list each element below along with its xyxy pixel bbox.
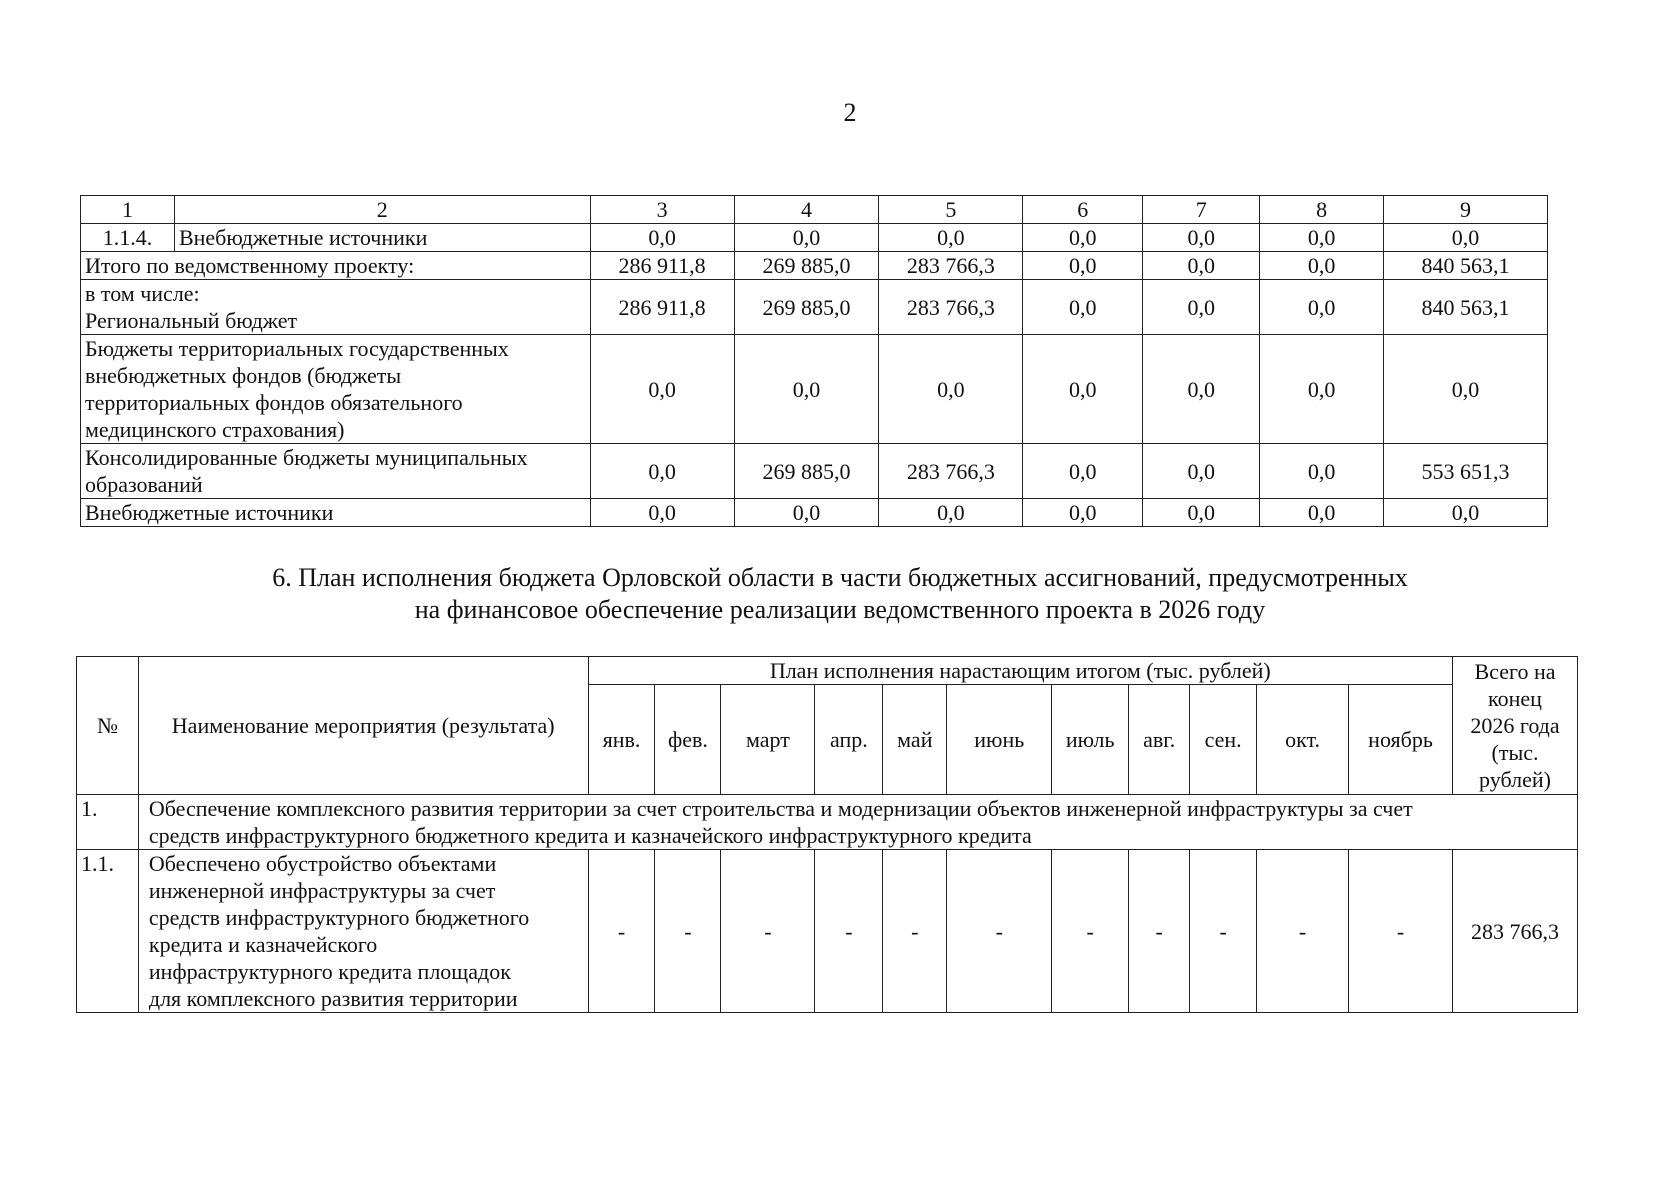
month-value: -: [721, 850, 815, 1013]
table-row: [77, 850, 1578, 1013]
value-cell: 0,0: [1143, 224, 1260, 252]
month-value: -: [883, 850, 947, 1013]
total-value: 283 766,3: [1453, 850, 1578, 1013]
value-cell: 840 563,1: [1384, 280, 1548, 335]
column-header-total-line: конец: [1488, 686, 1542, 711]
row-text: [138, 795, 1577, 850]
value-cell: 0,0: [1260, 499, 1384, 527]
value-cell: 269 885,0: [734, 252, 879, 280]
column-header-total: [1453, 657, 1578, 795]
value-cell: 0,0: [1384, 499, 1548, 527]
month-value: -: [1349, 850, 1453, 1013]
header-cell: 4: [734, 196, 879, 224]
row-label-line: Бюджеты территориальных государственных: [85, 336, 509, 361]
month-header: окт.: [1257, 685, 1349, 795]
value-cell: 0,0: [1143, 499, 1260, 527]
column-header-name: Наименование мероприятия (результата): [138, 657, 588, 795]
value-cell: 0,0: [1260, 335, 1384, 444]
value-cell: 0,0: [1260, 444, 1384, 499]
value-cell: 269 885,0: [734, 444, 879, 499]
value-cell: 0,0: [1260, 252, 1384, 280]
value-cell: 0,0: [1023, 335, 1143, 444]
month-value: -: [1190, 850, 1257, 1013]
row-label: Внебюджетные источники: [81, 499, 591, 527]
value-cell: 0,0: [879, 335, 1023, 444]
value-cell: 0,0: [734, 335, 879, 444]
value-cell: 283 766,3: [879, 280, 1023, 335]
value-cell: 283 766,3: [879, 444, 1023, 499]
table-row: [81, 252, 1548, 280]
value-cell: 553 651,3: [1384, 444, 1548, 499]
month-value: -: [947, 850, 1052, 1013]
value-cell: 286 911,8: [590, 280, 734, 335]
header-cell: 6: [1023, 196, 1143, 224]
header-cell: 9: [1384, 196, 1548, 224]
row-label-line: внебюджетных фондов (бюджеты: [85, 363, 402, 388]
value-cell: 269 885,0: [734, 280, 879, 335]
row-label: Внебюджетные источники: [174, 224, 590, 252]
plan-table-header-row: [77, 657, 1578, 685]
value-cell: 0,0: [1023, 252, 1143, 280]
value-cell: 0,0: [1384, 335, 1548, 444]
value-cell: 0,0: [590, 444, 734, 499]
value-cell: 840 563,1: [1384, 252, 1548, 280]
value-cell: 286 911,8: [590, 252, 734, 280]
value-cell: 0,0: [1143, 444, 1260, 499]
month-header: ноябрь: [1349, 685, 1453, 795]
value-cell: 0,0: [1143, 252, 1260, 280]
header-cell: 1: [81, 196, 175, 224]
table-row: [77, 795, 1578, 850]
row-label-line: медицинского страхования): [85, 417, 345, 442]
month-header: май: [883, 685, 947, 795]
value-cell: 0,0: [1023, 224, 1143, 252]
budget-plan-table: [76, 656, 1578, 1013]
row-label-line: территориальных фондов обязательного: [85, 390, 463, 415]
month-header: янв.: [588, 685, 655, 795]
row-code: 1.1.4.: [81, 224, 175, 252]
value-cell: 0,0: [734, 499, 879, 527]
month-value: -: [1257, 850, 1349, 1013]
value-cell: 0,0: [1260, 224, 1384, 252]
value-cell: 0,0: [1384, 224, 1548, 252]
month-value: -: [588, 850, 655, 1013]
column-header-total-line: 2026 года: [1470, 713, 1560, 738]
month-value: -: [1129, 850, 1190, 1013]
column-header-total-line: Всего на: [1474, 659, 1556, 684]
row-text-line: инженерной инфраструктуры за счет: [148, 878, 496, 903]
row-label: Итого по ведомственному проекту:: [81, 252, 591, 280]
header-cell: 8: [1260, 196, 1384, 224]
row-number: 1.1.: [77, 850, 139, 1013]
month-value: -: [1052, 850, 1129, 1013]
month-header: фев.: [655, 685, 721, 795]
month-value: -: [655, 850, 721, 1013]
row-text-line: Обеспечение комплексного развития территории за счет строительства и модернизации объектов инженерной инфраструктуры за счет: [148, 796, 1413, 821]
row-text-line: средств инфраструктурного бюджетного: [148, 905, 530, 930]
value-cell: 0,0: [1260, 280, 1384, 335]
funding-table-header-row: [81, 196, 1548, 224]
row-number: 1.: [77, 795, 139, 850]
value-cell: 0,0: [879, 224, 1023, 252]
value-cell: 0,0: [879, 499, 1023, 527]
value-cell: 283 766,3: [879, 252, 1023, 280]
value-cell: 0,0: [1023, 499, 1143, 527]
funding-table: [80, 195, 1548, 527]
row-text-line: для комплексного развития территории: [148, 986, 518, 1011]
month-header: март: [721, 685, 815, 795]
value-cell: 0,0: [590, 224, 734, 252]
value-cell: 0,0: [1023, 444, 1143, 499]
header-cell: 7: [1143, 196, 1260, 224]
row-label-line: в том числе:: [85, 281, 200, 306]
column-header-number: №: [77, 657, 139, 795]
table-row: [81, 335, 1548, 444]
table-row: [81, 444, 1548, 499]
row-label-line: Региональный бюджет: [85, 308, 298, 333]
month-header: июнь: [947, 685, 1052, 795]
value-cell: 0,0: [590, 499, 734, 527]
section-title-line: 6. План исполнения бюджета Орловской области в части бюджетных ассигнований, предусмотренных: [272, 563, 1408, 592]
column-header-total-line: рублей): [1479, 767, 1551, 792]
row-text-line: инфраструктурного кредита площадок: [148, 959, 511, 984]
value-cell: 0,0: [590, 335, 734, 444]
row-label-line: Консолидированные бюджеты муниципальных: [85, 445, 528, 470]
header-cell: 5: [879, 196, 1023, 224]
row-label: [81, 280, 591, 335]
month-header: сен.: [1190, 685, 1257, 795]
month-value: -: [815, 850, 883, 1013]
column-header-plan: План исполнения нарастающим итогом (тыс. рублей): [588, 657, 1453, 685]
header-cell: 2: [174, 196, 590, 224]
row-text-line: средств инфраструктурного бюджетного кредита и казначейского инфраструктурного кредита: [148, 823, 1032, 848]
table-row: [81, 280, 1548, 335]
month-header: апр.: [815, 685, 883, 795]
row-text-line: Обеспечено обустройство объектами: [148, 851, 497, 876]
value-cell: 0,0: [734, 224, 879, 252]
page-number: 2: [843, 98, 857, 127]
value-cell: 0,0: [1023, 280, 1143, 335]
row-label: [81, 335, 591, 444]
row-text: [138, 850, 588, 1013]
table-row: [81, 499, 1548, 527]
value-cell: 0,0: [1143, 335, 1260, 444]
month-header: авг.: [1129, 685, 1190, 795]
section-title: [0, 562, 1680, 626]
header-cell: 3: [590, 196, 734, 224]
value-cell: 0,0: [1143, 280, 1260, 335]
column-header-total-line: (тыс.: [1491, 740, 1539, 765]
month-header: июль: [1052, 685, 1129, 795]
row-label: [81, 444, 591, 499]
section-title-line: на финансовое обеспечение реализации ведомственного проекта в 2026 году: [414, 595, 1266, 624]
row-text-line: кредита и казначейского: [148, 932, 378, 957]
row-label-line: образований: [85, 472, 203, 497]
table-row: [81, 224, 1548, 252]
